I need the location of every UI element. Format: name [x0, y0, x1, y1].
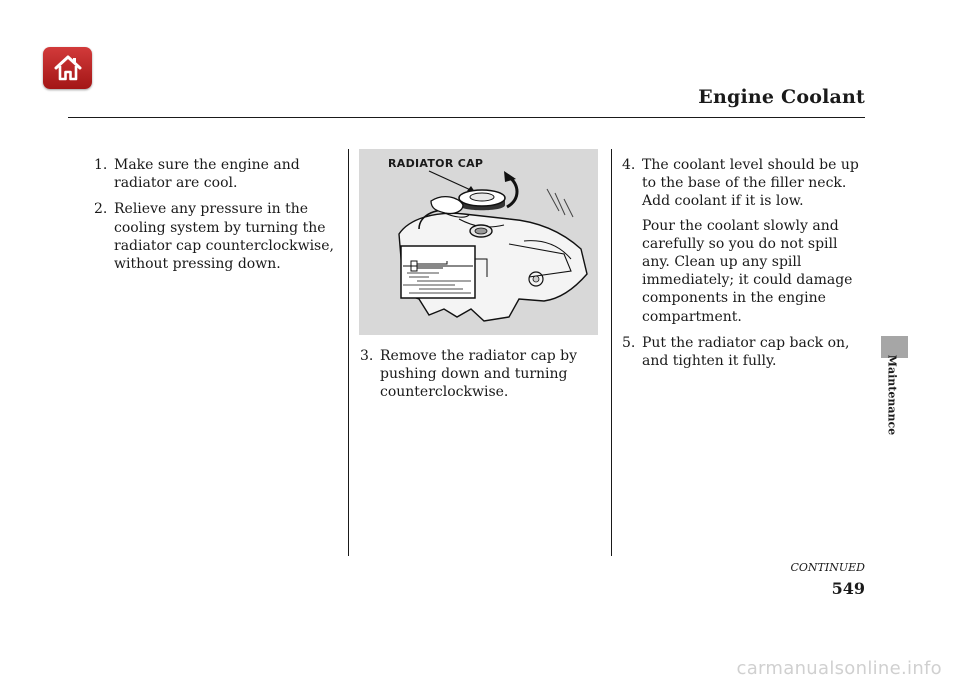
step-number: 4.	[622, 157, 636, 173]
step-note: Pour the coolant slowly and carefully so you do not spill any. Clean up any spill immediately; it could damage components in the engine compartment.	[642, 217, 853, 325]
section-tab-text: Maintenance	[885, 354, 899, 435]
step-number: 5.	[622, 334, 636, 351]
step-number: 2.	[94, 201, 108, 218]
home-icon	[53, 54, 83, 82]
step-item	[94, 156, 340, 192]
step-item	[622, 334, 860, 370]
column-divider	[611, 149, 612, 556]
column-divider	[348, 149, 349, 556]
continued-label: CONTINUED	[790, 561, 865, 574]
watermark: carmanualsonline.info	[736, 658, 942, 679]
step-text: Put the radiator cap back on, and tighten it fully.	[642, 334, 850, 370]
figure-label: RADIATOR CAP	[388, 157, 484, 170]
step-text: Relieve any pressure in the cooling system by turning the radiator cap counterclockwise, without pressing down.	[114, 201, 334, 273]
home-button[interactable]	[43, 47, 92, 89]
column-middle	[360, 341, 596, 410]
step-item	[94, 200, 340, 273]
radiator-cap-illustration	[359, 149, 598, 335]
step-number: 1.	[94, 157, 108, 173]
step-text: Remove the radiator cap by pushing down and turning counterclockwise.	[380, 348, 578, 401]
step-item	[622, 156, 860, 326]
title-rule	[68, 117, 865, 118]
section-tab-label	[872, 354, 912, 435]
column-right	[622, 150, 860, 378]
page-number: 549	[831, 579, 865, 598]
column-left	[94, 150, 340, 281]
step-number: 3.	[360, 348, 374, 364]
step-text: Make sure the engine and radiator are cool.	[114, 157, 300, 192]
step-text: The coolant level should be up to the base of the filler neck. Add coolant if it is low.	[642, 157, 859, 210]
radiator-drawing	[359, 149, 598, 335]
section-title: Engine Coolant	[698, 86, 865, 108]
step-item	[360, 347, 596, 402]
